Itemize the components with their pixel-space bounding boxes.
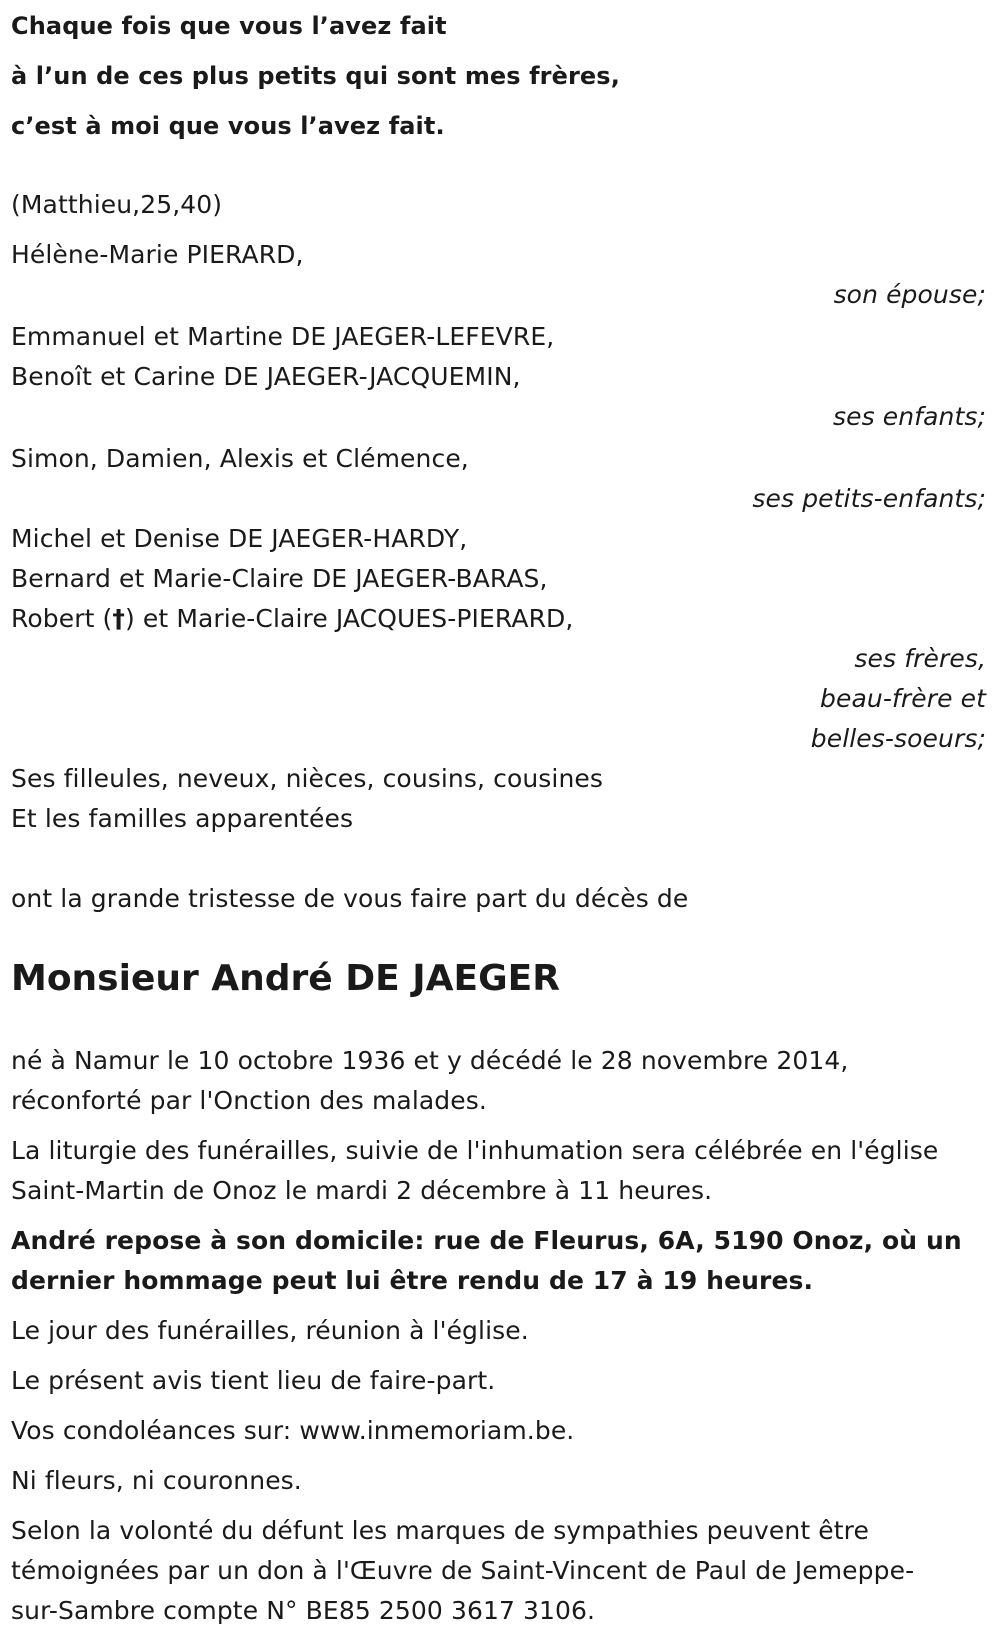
deceased-name: Monsieur André DE JAEGER — [11, 958, 560, 999]
spouse-name: Hélène-Marie PIERARD, — [11, 240, 304, 269]
grandchildren-role: ses petits-enfants; — [752, 484, 986, 513]
others-line: Et les familles apparentées — [11, 804, 354, 833]
siblings-role: ses frères, — [854, 644, 986, 673]
sibling-name: Robert (†) et Marie-Claire JACQUES-PIERARD, — [11, 604, 574, 633]
bible-verse — [11, 0, 986, 151]
liturgy-line: La liturgie des funérailles, suivie de l'inhumation sera célébrée en l'église — [11, 1136, 939, 1165]
grandchildren-names: Simon, Damien, Alexis et Clémence, — [11, 444, 469, 473]
meeting-line: Le jour des funérailles, réunion à l'église. — [11, 1316, 529, 1345]
donation-line: sur-Sambre compte N° BE85 2500 3617 3106. — [11, 1596, 596, 1625]
birth-death-line: né à Namur le 10 octobre 1936 et y décédé le 28 novembre 2014, — [11, 1046, 849, 1075]
birth-death-line: réconforté par l'Onction des malades. — [11, 1086, 487, 1115]
details — [11, 1041, 986, 1631]
condolences-line: Vos condoléances sur: www.inmemoriam.be. — [11, 1416, 575, 1445]
donation-line: témoignées par un don à l'Œuvre de Saint-Vincent de Paul de Jemeppe- — [11, 1556, 915, 1585]
verse-line: à l’un de ces plus petits qui sont mes frères, — [11, 62, 620, 90]
verse-reference: (Matthieu,25,40) — [11, 190, 223, 219]
donation-line: Selon la volonté du défunt les marques de sympathies peuvent être — [11, 1516, 869, 1545]
family-spouse — [11, 235, 986, 315]
family-siblings — [11, 519, 986, 759]
family-others — [11, 759, 986, 839]
deceased-cross-icon: † — [112, 604, 125, 633]
siblings-role: belles-soeurs; — [810, 724, 986, 753]
siblings-role: beau-frère et — [820, 684, 986, 713]
liturgy-line: Saint-Martin de Onoz le mardi 2 décembre à 11 heures. — [11, 1176, 713, 1205]
repose-line: André repose à son domicile: rue de Fleurus, 6A, 5190 Onoz, où un — [11, 1226, 962, 1255]
children-role: ses enfants; — [832, 402, 986, 431]
family-children — [11, 317, 986, 437]
notice-line: Le présent avis tient lieu de faire-part. — [11, 1366, 496, 1395]
verse-line: Chaque fois que vous l’avez fait — [11, 12, 447, 40]
verse-line: c’est à moi que vous l’avez fait. — [11, 112, 445, 140]
repose-line: dernier hommage peut lui être rendu de 17 à 19 heures. — [11, 1266, 814, 1295]
flowers-line: Ni fleurs, ni couronnes. — [11, 1466, 302, 1495]
child-name: Emmanuel et Martine DE JAEGER-LEFEVRE, — [11, 322, 555, 351]
obituary-notice — [11, 0, 986, 1631]
announcement: ont la grande tristesse de vous faire part du décès de — [11, 884, 689, 913]
sibling-name: Bernard et Marie-Claire DE JAEGER-BARAS, — [11, 564, 548, 593]
others-line: Ses filleules, neveux, nièces, cousins, cousines — [11, 764, 604, 793]
child-name: Benoît et Carine DE JAEGER-JACQUEMIN, — [11, 362, 521, 391]
family-grandchildren — [11, 439, 986, 519]
sibling-name: Michel et Denise DE JAEGER-HARDY, — [11, 524, 468, 553]
spouse-role: son épouse; — [833, 280, 986, 309]
